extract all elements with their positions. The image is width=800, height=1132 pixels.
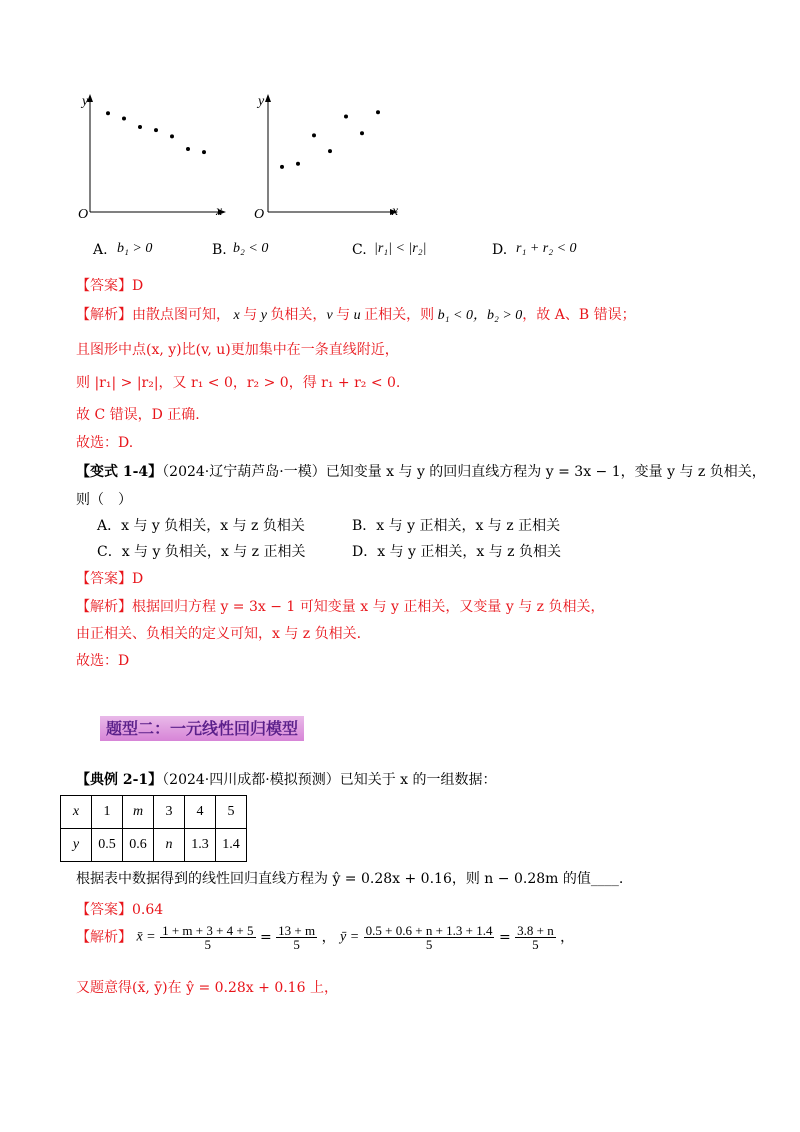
variant-option-a: A．x 与 y 负相关，x 与 z 负相关 (97, 518, 305, 534)
option-d-math: r₁ + r₂ < 0 (516, 241, 577, 256)
left-plot (87, 94, 226, 215)
option-c-label: C. (352, 242, 367, 258)
example-2-1-question (76, 769, 497, 789)
scatter-point (138, 125, 142, 129)
exp1-text-e: 正相关，则 (364, 307, 435, 323)
explanation-2-1-line-2: 又题意得(x̄, ȳ)在 ŷ = 0.28x + 0.16 上， (76, 980, 338, 996)
table-cell: n (154, 829, 185, 862)
ybar-label: ȳ = (340, 929, 360, 945)
scatter-point (154, 128, 158, 132)
left-y-label: y (82, 94, 89, 109)
example-2-1-question-line-2: 根据表中数据得到的线性回归直线方程为 ŷ = 0.28x + 0.16，则 n − 0.28m 的值____. (76, 871, 624, 887)
variant-1-4-label: 【变式 1-4】 (76, 464, 163, 480)
scatter-point (360, 131, 364, 135)
fraction-xbar-sum (160, 924, 255, 951)
scatter-point (328, 149, 332, 153)
table-cell: 0.6 (123, 829, 154, 862)
right-y-label: y (258, 94, 265, 109)
exp1-text-a: 【解析】由散点图可知， (76, 307, 230, 323)
table-cell: y (61, 829, 92, 862)
fraction-numerator: 0.5 + 0.6 + n + 1.3 + 1.4 (365, 923, 493, 938)
explanation-1-line-2: 且图形中点(x, y)比(v, u)更加集中在一条直线附近， (76, 342, 399, 358)
exp1-text-c: 负相关， (270, 307, 327, 323)
scatter-point (186, 147, 190, 151)
xbar-label: x̄ = (136, 929, 156, 945)
scatter-point (106, 111, 110, 115)
fraction-xbar-simplified (276, 924, 317, 951)
explanation-1-4-line-2: 由正相关、负相关的定义可知，x 与 z 负相关. (76, 626, 362, 642)
left-x-label: x (216, 204, 223, 219)
table-cell: x (61, 796, 92, 829)
fraction-ybar-sum (364, 924, 495, 951)
explanation-1-line-5: 故选：D. (76, 435, 134, 451)
scatter-point (344, 114, 348, 118)
explanation-1-4-line-1: 【解析】根据回归方程 y = 3x − 1 可知变量 x 与 y 正相关，又变量 y 与 z 负相关， (76, 599, 605, 615)
fraction-numerator: 1 + m + 3 + 4 + 5 (162, 923, 254, 938)
explanation-1-line-4: 故 C 错误，D 正确. (76, 407, 200, 423)
table-cell: 1.4 (216, 829, 247, 862)
explanation-1-4-line-3: 故选：D (76, 653, 130, 669)
table-cell: 5 (216, 796, 247, 829)
table-cell: m (123, 796, 154, 829)
right-plot (265, 94, 398, 215)
explanation-1-line-3: 则 |r₁| > |r₂|，又 r₁ < 0，r₂ > 0，得 r₁ + r₂ < 0. (76, 375, 401, 391)
table-cell: 1.3 (185, 829, 216, 862)
scatter-point (280, 165, 284, 169)
option-c-math: |r₁| < |r₂| (374, 241, 427, 256)
variant-1-4-question (76, 461, 766, 481)
fraction-ybar-simplified (515, 924, 556, 951)
exp1-text-b: 与 (243, 307, 258, 323)
section-heading-type-2 (100, 716, 304, 739)
scatter-point (296, 162, 300, 166)
variant-option-d: D．x 与 y 正相关，x 与 z 负相关 (352, 544, 562, 560)
fraction-denominator: 5 (532, 937, 539, 952)
option-b-label: B. (212, 242, 227, 258)
scatter-point (122, 117, 126, 121)
variant-option-c: C．x 与 y 负相关，x 与 z 正相关 (97, 544, 306, 560)
example-2-1-text: （2024·四川成都·模拟预测）已知关于 x 的一组数据： (162, 772, 497, 788)
answer-1: 【答案】D (76, 278, 144, 294)
left-origin-label: O (78, 207, 89, 222)
table-row (61, 796, 247, 829)
table-row (61, 829, 247, 862)
explanation-2-1-line-1: 【解析】 x̄ = $\frac{1 + m + 3 + 4 + 5}{5}$ = $\frac{13 + m}{5}$ ， ȳ = $\frac{0.5 + 0.6 + n + 1.3 + 1.4}{5}$ = $\frac{3.8 + n}{5}$ ， (76, 923, 575, 952)
variant-1-4-text: （2024·辽宁葫芦岛·一模）已知变量 x 与 y 的回归直线方程为 y = 3x − 1，变量 y 与 z 负相关， (162, 464, 766, 480)
scatter-point (376, 110, 380, 114)
fraction-denominator: 5 (293, 937, 300, 952)
table-cell: 4 (185, 796, 216, 829)
right-origin-label: O (254, 207, 265, 222)
option-b-math: b₂ < 0 (233, 241, 269, 256)
table-cell: 0.5 (92, 829, 123, 862)
exp1-text-d: 与 (336, 307, 351, 323)
exp1-text-f: ，故 A、B 错误； (522, 307, 636, 323)
explanation-2-1-label: 【解析】 (76, 929, 132, 946)
table-cell: 3 (154, 796, 185, 829)
right-x-label: x (392, 204, 399, 219)
section-heading-text: 题型二：一元线性回归模型 (100, 716, 304, 741)
fraction-numerator: 3.8 + n (517, 923, 554, 938)
scatter-point (312, 133, 316, 137)
explanation-1-line-1: 【解析】由散点图可知， x 与 y 负相关，v 与 u 正相关，则 b₁ < 0，b₂ > 0，故 A、B 错误； (76, 307, 636, 323)
table-cell: 1 (92, 796, 123, 829)
example-2-1-label: 【典例 2-1】 (76, 772, 163, 788)
variant-option-b: B．x 与 y 正相关，x 与 z 正相关 (352, 518, 561, 534)
fraction-numerator: 13 + m (278, 923, 316, 938)
answer-2-1: 【答案】0.64 (76, 902, 164, 918)
scatter-point (202, 150, 206, 154)
option-a-label: A. (93, 242, 108, 258)
scatter-plots (60, 90, 420, 225)
variant-1-4-question-line-2: 则（ ） (76, 492, 132, 508)
option-d-label: D. (492, 242, 508, 258)
option-a-math: b₁ > 0 (117, 241, 153, 256)
fraction-denominator: 5 (425, 937, 433, 952)
answer-1-4: 【答案】D (76, 571, 144, 587)
fraction-denominator: 5 (204, 937, 212, 952)
scatter-point (170, 134, 174, 138)
data-table (60, 795, 247, 862)
